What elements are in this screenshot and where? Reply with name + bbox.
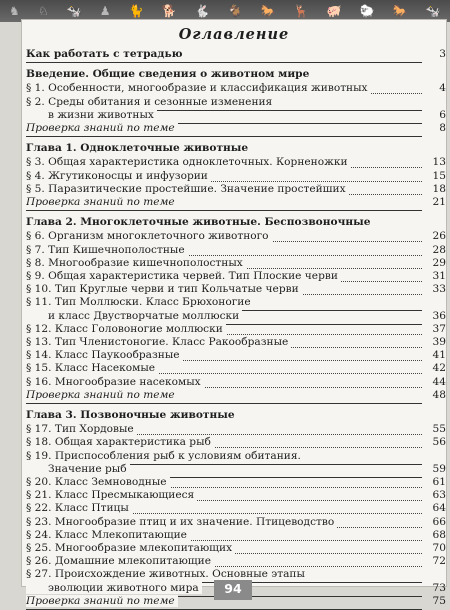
toc-entry: [26, 542, 450, 556]
toc-entry-page: 26: [432, 230, 446, 243]
toc-entry-title: Значение рыб: [26, 463, 130, 475]
toc-entry: [26, 436, 450, 450]
animal-icon: ♞: [9, 4, 20, 18]
toc-entry-page: 28: [432, 243, 446, 256]
toc-entry-page: 37: [432, 322, 446, 335]
toc-entry-page: 41: [432, 349, 446, 362]
toc-entry: [26, 336, 450, 350]
animal-icon: 🐄: [66, 4, 82, 18]
toc-entry: [26, 230, 450, 244]
toc-entry: [26, 516, 450, 530]
toc-entry-page: 31: [432, 270, 446, 282]
toc-entry: [26, 183, 450, 197]
toc-entry: [26, 170, 450, 184]
toc-entry: [26, 122, 450, 136]
toc-entry-title: в жизни животных: [26, 109, 157, 121]
toc-entry-page: 6: [439, 108, 446, 121]
toc-entry: [26, 389, 450, 403]
animal-icon: 🐈: [128, 4, 144, 18]
page-title: Оглавление: [178, 26, 290, 43]
toc-entry-title: § 25. Многообразие млекопитающих: [26, 542, 235, 554]
toc-entry-title: Глава 1. Одноклеточные животные: [26, 142, 251, 154]
toc-entry: [26, 283, 450, 297]
toc-entry-page: 73: [432, 581, 446, 594]
animal-icon: 🐎: [260, 4, 276, 18]
toc-entry-page: 18: [432, 182, 446, 195]
toc-entry-title: § 24. Класс Млекопитающие: [26, 529, 190, 541]
animal-icon: 🐎: [392, 4, 408, 18]
toc-entry-title: Проверка знаний по теме: [26, 196, 178, 208]
toc-entry-title: § 13. Тип Членистоногие. Класс Ракообразные: [26, 336, 291, 348]
toc-entry-page: 66: [432, 515, 446, 528]
toc-entry-title: § 8. Многообразие кишечнополостных: [26, 257, 246, 269]
toc-entry-page: 36: [432, 309, 446, 322]
animal-icon: 🐖: [326, 4, 342, 18]
toc-entry-title: § 6. Организм многоклеточного животного: [26, 230, 272, 242]
animal-silhouettes: [0, 2, 450, 20]
toc-entry-title: § 22. Класс Птицы: [26, 502, 132, 514]
toc-entry-title: § 20. Класс Земноводные: [26, 476, 170, 488]
toc-entry-title: § 23. Многообразие птиц и их значение. Птицеводство: [26, 516, 337, 528]
toc-entry-title: Проверка знаний по теме: [26, 595, 178, 607]
toc-chapter-heading: [26, 409, 450, 423]
toc-entry: [26, 96, 450, 110]
toc-entry-page: 56: [432, 436, 446, 449]
toc-entry-title: § 18. Общая характеристика рыб: [26, 436, 214, 448]
animal-icon: 🦌: [293, 4, 309, 18]
toc-entry: [26, 450, 450, 464]
toc-entry-page: 15: [432, 169, 446, 182]
toc-entry-page: 64: [432, 502, 446, 515]
toc-entry-page: 48: [432, 388, 446, 401]
toc-entry-title: § 10. Тип Круглые черви и тип Кольчатые черви: [26, 283, 302, 295]
toc-chapter-heading: [26, 216, 450, 230]
toc-entry-title: § 21. Класс Пресмыкающиеся: [26, 489, 197, 501]
animal-icon: 🐑: [359, 4, 375, 18]
animal-icon: 🐐: [227, 4, 243, 18]
toc-entry-page: 63: [432, 489, 446, 502]
toc-entry: [26, 82, 450, 96]
toc-entry: [26, 244, 450, 258]
toc-entry-title: Проверка знаний по теме: [26, 122, 178, 134]
toc-entry-page: 33: [432, 283, 446, 296]
page-number: 94: [214, 578, 252, 600]
toc-entry-title: § 17. Тип Хордовые: [26, 423, 137, 435]
toc-entry-title: Введение. Общие сведения о животном мире: [26, 68, 312, 80]
animal-icon: 🐇: [194, 4, 210, 18]
toc-entry-page: 44: [432, 375, 446, 388]
toc-entry: [26, 529, 450, 543]
header-band: [0, 0, 450, 22]
toc-entry-title: § 3. Общая характеристика одноклеточных. Корненожки: [26, 156, 351, 168]
toc-entry: [26, 463, 450, 477]
toc-entry: [26, 323, 450, 337]
toc-entry-title: § 11. Тип Моллюски. Класс Брюхоногие: [26, 296, 254, 308]
toc-entry-title: и класс Двустворчатые моллюски: [26, 310, 242, 322]
toc-entry-page: 61: [432, 476, 446, 488]
toc-entry: [26, 423, 450, 437]
toc-entry-page: 29: [432, 256, 446, 269]
toc-entry-title: § 26. Домашние млекопитающие: [26, 555, 214, 567]
toc-entry-page: 39: [432, 336, 446, 348]
toc-entry-page: 55: [432, 423, 446, 436]
toc-entry: [26, 270, 450, 284]
toc-entry-page: 21: [432, 196, 446, 208]
toc-entry-title: § 7. Тип Кишечнополостные: [26, 244, 188, 256]
toc-entry-title: § 15. Класс Насекомые: [26, 362, 158, 374]
toc-chapter-heading: [26, 68, 450, 82]
toc-entry-title: § 5. Паразитические простейшие. Значение простейших: [26, 183, 349, 195]
toc-entry-title: § 19. Приспособления рыб к условиям обитания.: [26, 450, 304, 462]
toc-entry-page: 8: [439, 122, 446, 134]
toc-entry-page: 70: [432, 542, 446, 554]
toc-entry-page: 68: [432, 528, 446, 541]
toc-entry-title: § 12. Класс Головоногие моллюски: [26, 323, 226, 335]
toc-entry: [26, 196, 450, 210]
toc-entry-title: Проверка знаний по теме: [26, 389, 178, 401]
toc-entry-title: § 1. Особенности, многообразие и классификация животных: [26, 82, 371, 94]
toc-chapter-heading: [26, 142, 450, 156]
toc-entry: [26, 349, 450, 363]
toc-entry: [26, 257, 450, 271]
toc-entry: [26, 555, 450, 569]
toc-entry-title: § 27. Происхождение животных. Основные этапы: [26, 568, 308, 580]
toc-entry-title: § 14. Класс Паукообразные: [26, 349, 183, 361]
toc-entry: [26, 109, 450, 123]
animal-icon: ♟: [99, 4, 111, 18]
toc-entry: [26, 376, 450, 390]
toc-entry: [26, 310, 450, 324]
animal-icon: ♘: [37, 4, 49, 18]
toc-entry: [26, 502, 450, 516]
toc-entry: [26, 156, 450, 170]
toc-entry-page: 75: [432, 594, 446, 607]
animal-icon: 🐄: [425, 4, 441, 18]
toc-entry: [26, 48, 450, 62]
toc-entry-page: 4: [439, 82, 446, 95]
toc-entry-title: § 9. Общая характеристика червей. Тип Плоские черви: [26, 270, 341, 282]
toc-entry-title: Глава 2. Многоклеточные животные. Беспозвоночные: [26, 216, 373, 228]
toc-entry-page: 42: [432, 362, 446, 375]
toc-entry-page: 72: [432, 555, 446, 568]
toc-entry-title: § 4. Жгутиконосцы и инфузории: [26, 170, 211, 182]
toc-entry: [26, 296, 450, 310]
toc-entry: [26, 362, 450, 376]
toc-entry: [26, 489, 450, 503]
toc-entry-page: 59: [432, 462, 446, 475]
toc-entry-title: Как работать с тетрадью: [26, 48, 186, 60]
animal-icon: 🐕: [161, 4, 177, 18]
toc-entry-page: 3: [439, 48, 446, 60]
toc-entry: [26, 476, 450, 490]
toc-entry-title: Глава 3. Позвоночные животные: [26, 409, 238, 421]
toc-entry-title: § 2. Среды обитания и сезонные изменения: [26, 96, 275, 108]
toc-entry-title: § 16. Многообразие насекомых: [26, 376, 204, 388]
toc-entry-page: 13: [432, 156, 446, 169]
toc-entry-title: эволюции животного мира: [26, 582, 202, 594]
